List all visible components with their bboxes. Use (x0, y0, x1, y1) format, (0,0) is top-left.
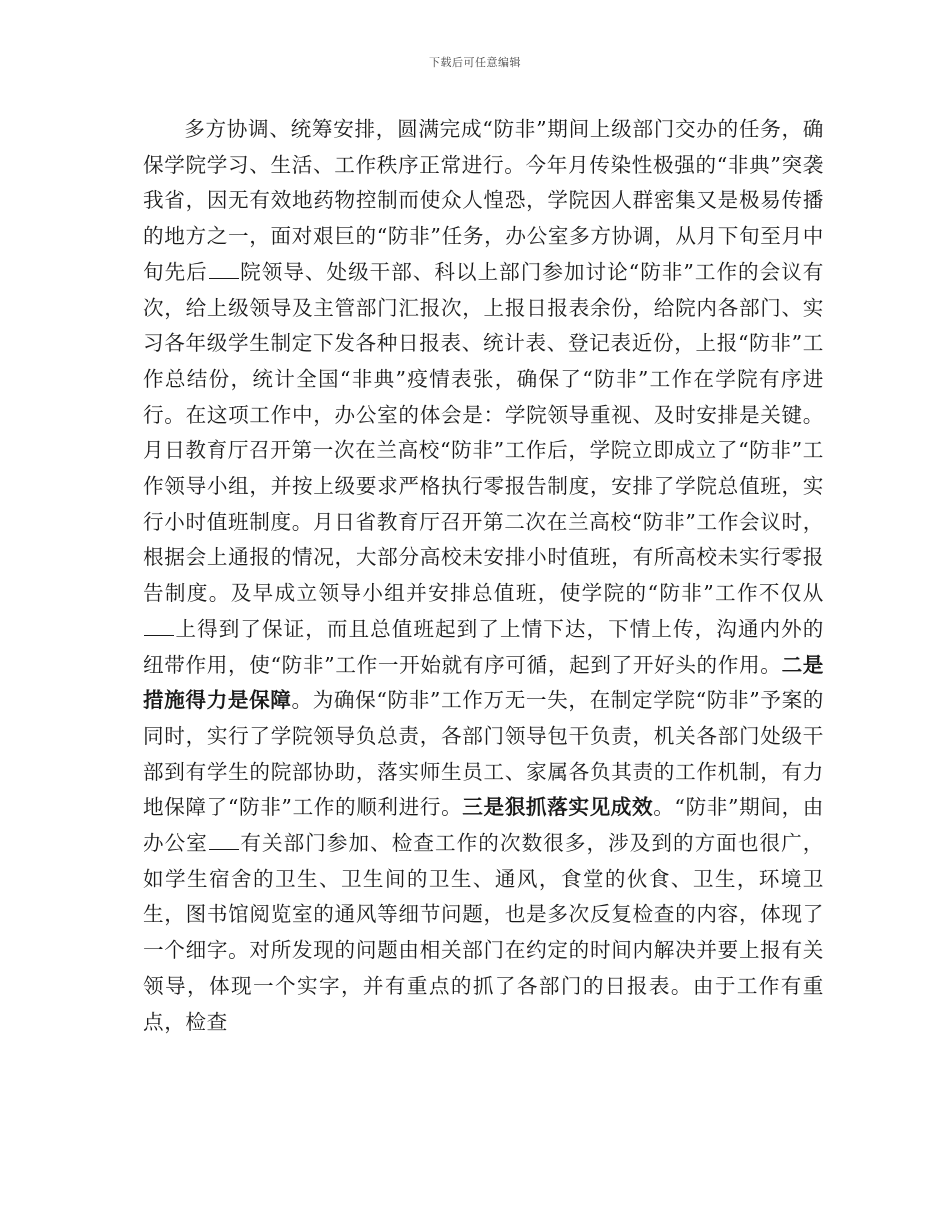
page-header: 下载后可任意编辑 (429, 56, 521, 69)
blank-underline-1 (209, 261, 239, 279)
text-segment-4: 。为确保“防非”工作万无一失，在制定学院“防非”予案的同时，实行了学院领导负总责，各部门领导包干负责，机关各部门处级干部到有学生的院部协助，落实师生员工、家属各负其责的工作机制，有力地保障了“防非”工作的顺利进行。 (143, 688, 824, 820)
bold-heading-2: 三是狠抓落实见成效 (462, 795, 654, 820)
body-paragraph (143, 112, 824, 1040)
text-segment-1: 多方协调、统筹安排，圆满完成“防非”期间上级部门交办的任务，确保学院学习、生活、工作秩序正常进行。今年月传染性极强的“非典”突袭我省，因无有效地药物控制而使众人惶恐，学院因人群密集又是极易传播的地方之一，面对艰巨的“防非”任务，办公室多方协调，从月下旬至月中旬先后 (143, 117, 824, 284)
bold-heading-1: 二是措施得力是保障 (143, 652, 825, 713)
text-segment-6: 有关部门参加、检查工作的次数很多，涉及到的方面也很广，如学生宿舍的卫生、卫生间的卫生、通风，食堂的伙食、卫生，环境卫生，图书馆阅览室的通风等细节问题，也是多次反复检查的内容，体现了一个细字。对所发现的问题由相关部门在约定的时间内解决并要上报有关领导，体现一个实字，并有重点的抓了各部门的日报表。由于工作有重点，检查 (143, 831, 824, 1034)
text-segment-3: 上得到了保证，而且总值班起到了上情下达，下情上传，沟通内外的纽带作用，使“防非”工作一开始就有序可循，起到了开好头的作用。 (143, 616, 824, 677)
blank-underline-3 (209, 832, 239, 850)
text-segment-5: 。“防非”期间，由办公室 (143, 795, 824, 856)
blank-underline-2 (144, 618, 174, 636)
text-segment-2: 院领导、处级干部、科以上部门参加讨论“防非”工作的会议有次，给上级领导及主管部门汇报次，上报日报表余份，给院内各部门、实习各年级学生制定下发各种日报表、统计表、登记表近份，上报“防非”工作总结份，统计全国“非典”疫情表张，确保了“防非”工作在学院有序进行。在这项工作中，办公室的体会是：学院领导重视、及时安排是关键。月日教育厅召开第一次在兰高校“防非”工作后，学院立即成立了“防非”工作领导小组，并按上级要求严格执行零报告制度，安排了学院总值班，实行小时值班制度。月日省教育厅召开第二次在兰高校“防非”工作会议时，根据会上通报的情况，大部分高校未安排小时值班，有所高校未实行零报告制度。及早成立领导小组并安排总值班，使学院的“防非”工作不仅从 (143, 259, 824, 606)
